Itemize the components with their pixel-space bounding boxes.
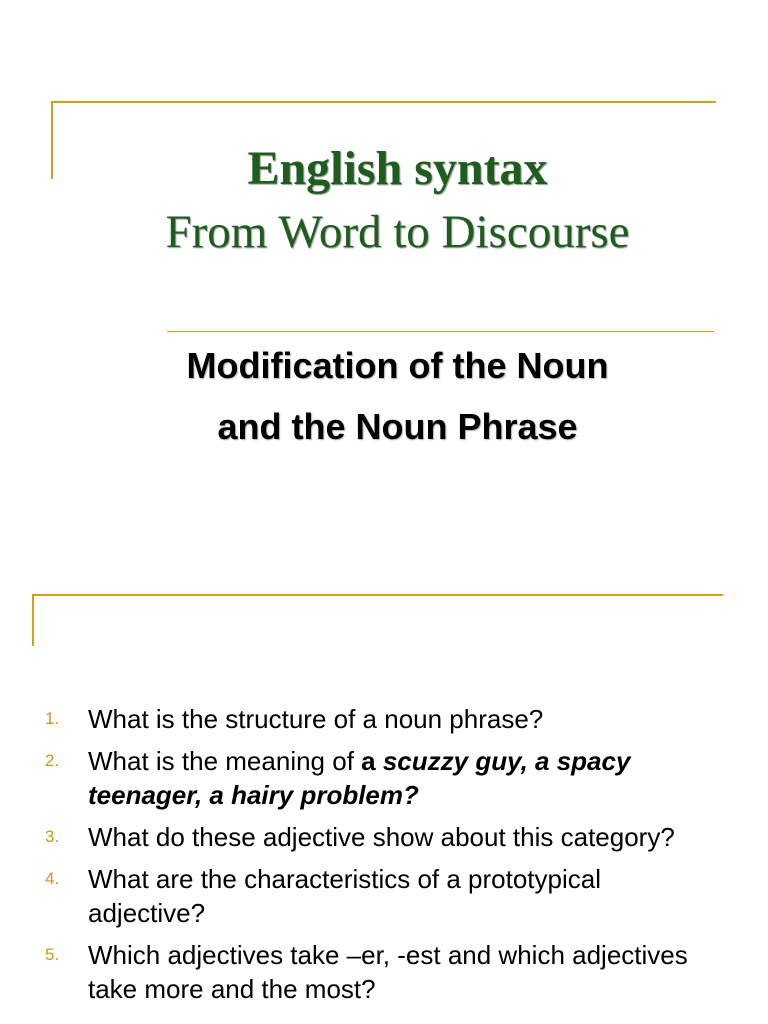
- slide-questions: [0, 580, 768, 1024]
- slide2-horizontal-rule: [32, 594, 723, 596]
- list-text-bold: a: [361, 746, 383, 776]
- title-line-1: English syntax: [247, 142, 548, 195]
- list-text-plain: What is the meaning of: [88, 746, 362, 776]
- subtitle-line-1: Modification of the Noun: [186, 345, 609, 386]
- list-text: [88, 744, 725, 812]
- list-item: [45, 820, 725, 854]
- list-item: [45, 938, 725, 1006]
- list-item: [45, 744, 725, 812]
- title-line-2: From Word to Discourse: [165, 206, 630, 258]
- list-number: 4.: [45, 869, 60, 888]
- top-horizontal-rule: [51, 101, 716, 103]
- list-number: 1.: [45, 709, 60, 728]
- list-number: 2.: [45, 751, 60, 770]
- slide2-vertical-rule: [32, 594, 34, 646]
- list-text: What is the structure of a noun phrase?: [88, 704, 544, 734]
- list-text: What do these adjective show about this category?: [88, 822, 675, 852]
- list-text-bold-italic: scuzzy guy, a spacy teenager, a hairy problem?: [88, 746, 631, 810]
- list-text: What are the characteristics of a prototypical adjective?: [88, 864, 602, 928]
- question-list: [45, 702, 725, 1014]
- list-item: [45, 702, 725, 736]
- list-number: 3.: [45, 827, 60, 846]
- subtitle-line-2: and the Noun Phrase: [217, 406, 578, 447]
- list-number: 5.: [45, 945, 60, 964]
- list-text: Which adjectives take –er, -est and which adjectives take more and the most?: [88, 940, 688, 1004]
- top-vertical-rule: [51, 101, 53, 179]
- subtitle-rule: [167, 331, 714, 332]
- list-item: [45, 862, 725, 930]
